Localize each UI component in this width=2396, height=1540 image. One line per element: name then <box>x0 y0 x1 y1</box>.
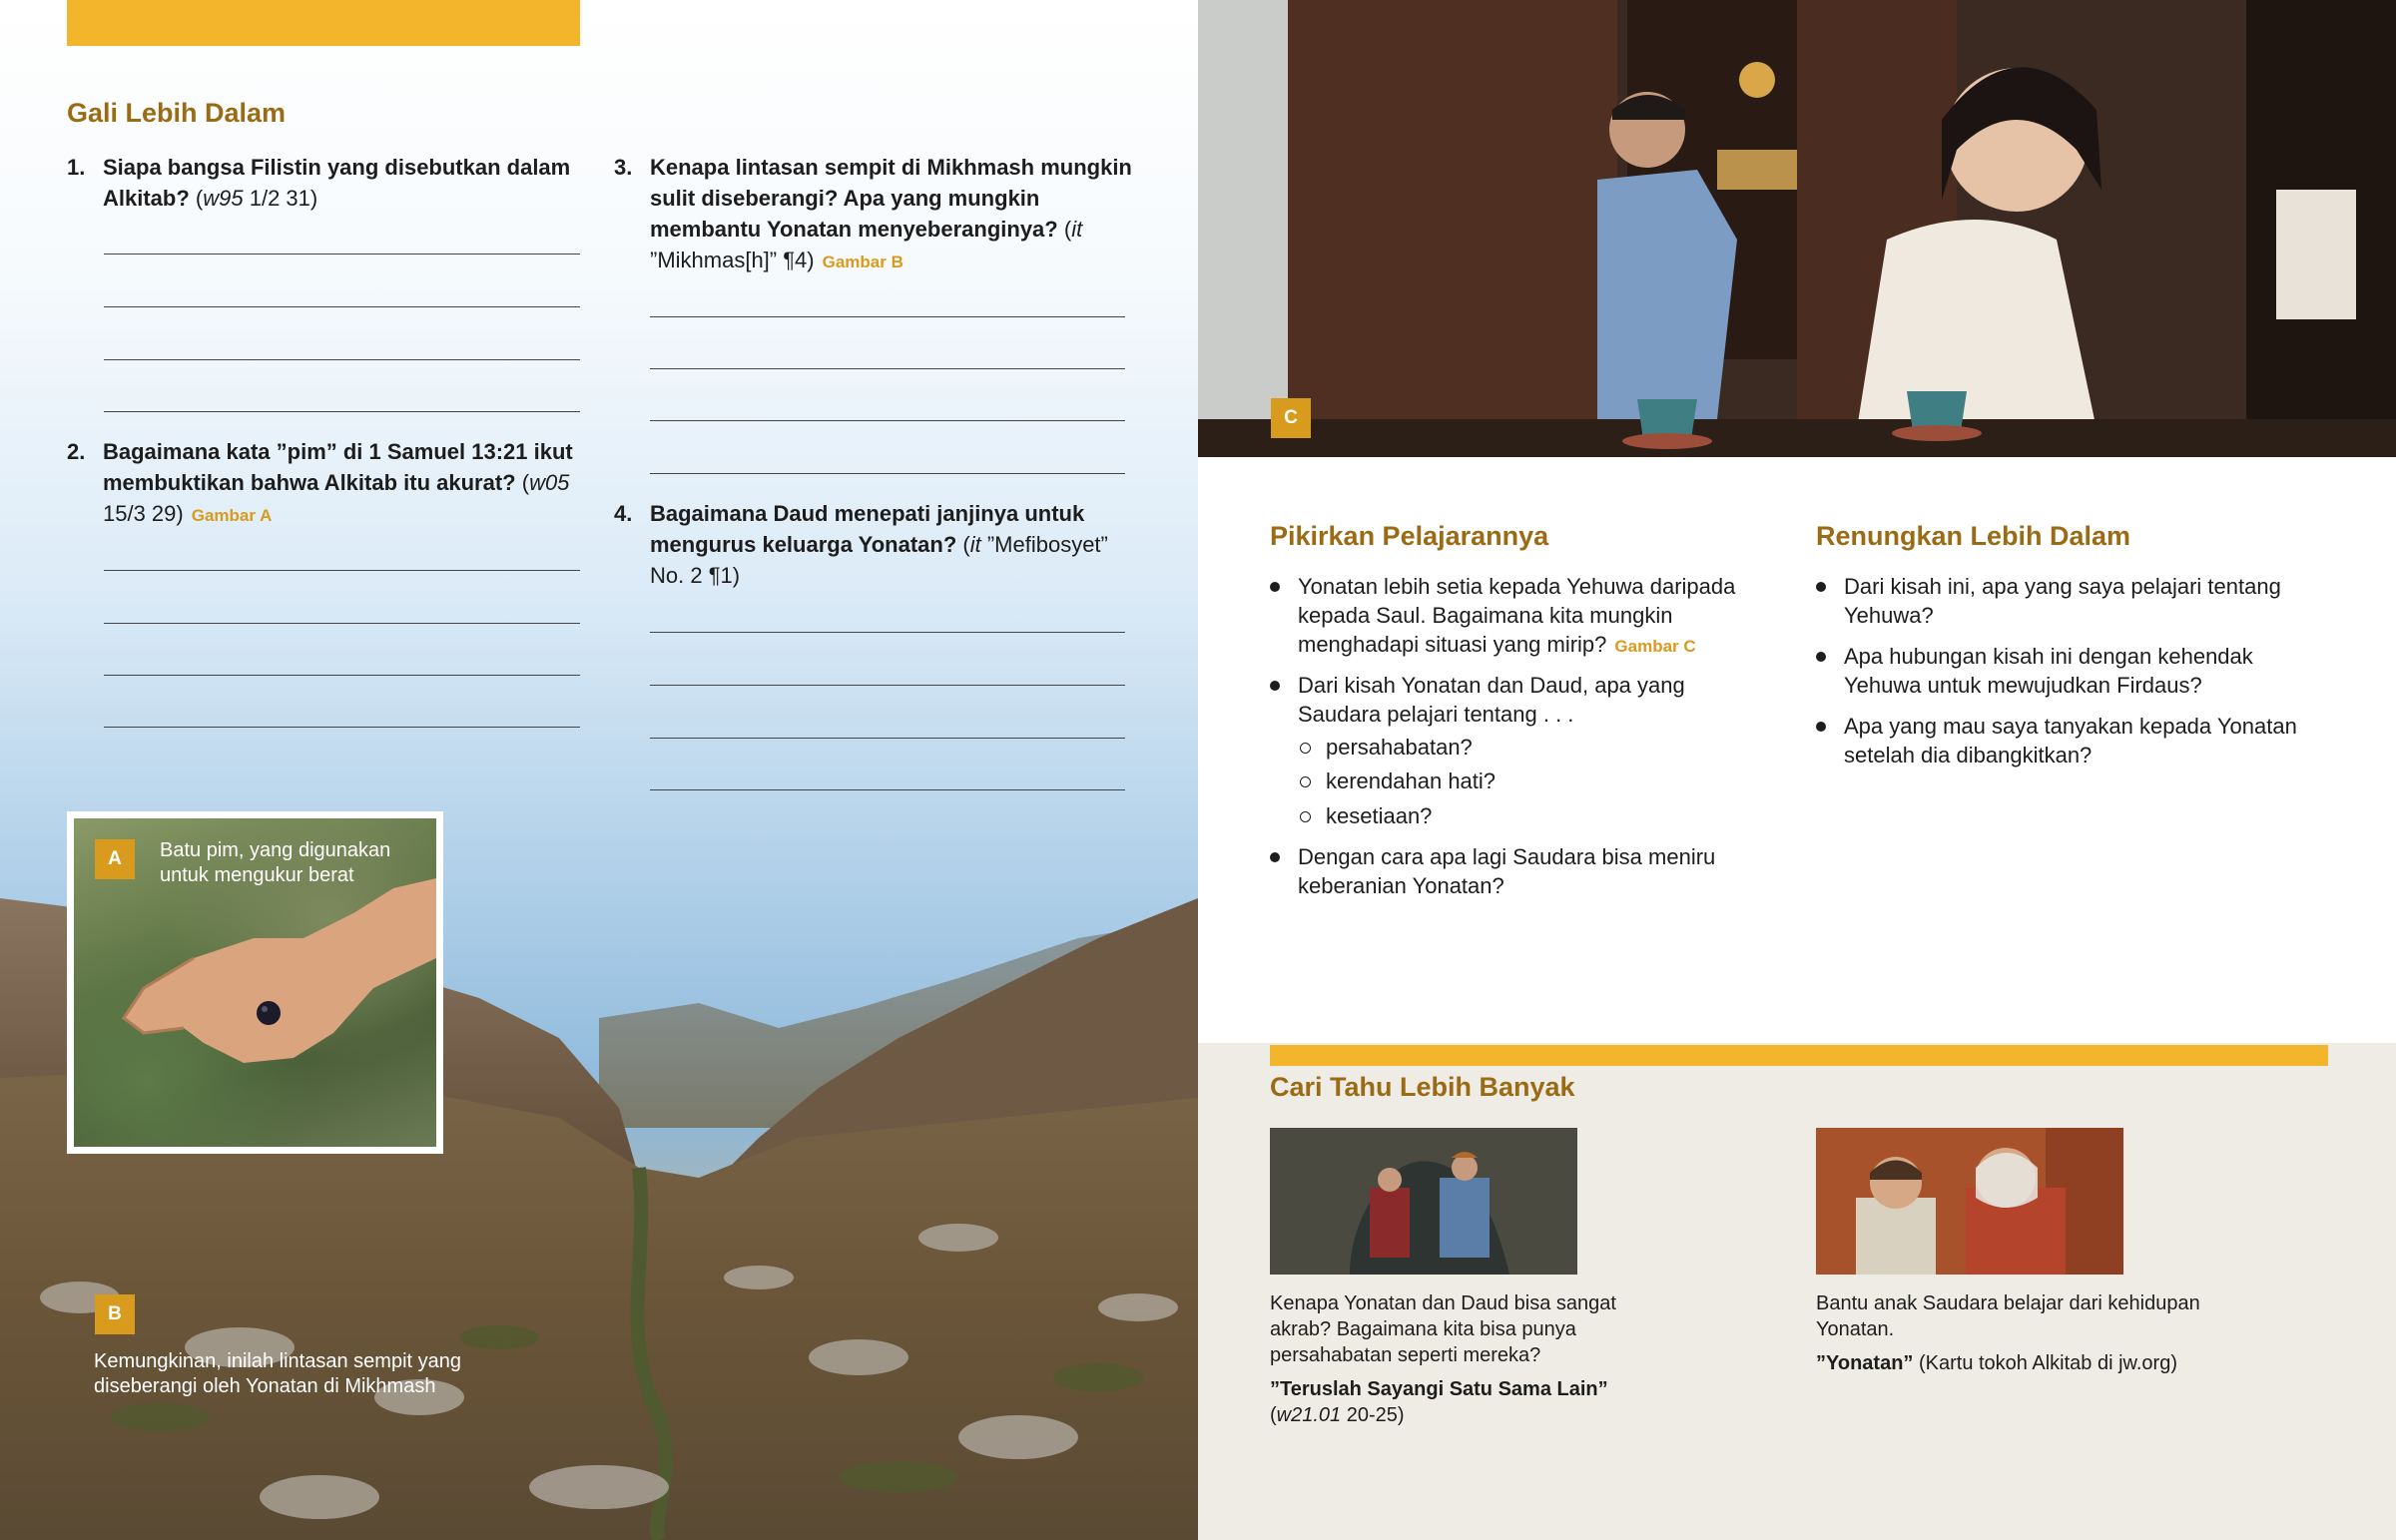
answer-line[interactable] <box>104 411 580 412</box>
list-item: Dari kisah Yonatan dan Daud, apa yang Saudara pelajari tentang . . . <box>1270 671 1769 729</box>
learn-more-right-title[interactable]: ”Yonatan” (Kartu tokoh Alkitab di jw.org) <box>1816 1352 2177 1374</box>
pim-stone-photo <box>67 811 443 1154</box>
photo-a-caption: Batu pim, yang digunakan untuk mengukur berat <box>160 839 391 886</box>
answer-line[interactable] <box>104 306 580 307</box>
sub-list-item: kesetiaan? <box>1298 801 1717 830</box>
answer-line[interactable] <box>104 359 580 360</box>
question-number: 2. <box>67 439 86 464</box>
question-reference: (it ”Mikhmas[h]” ¶4) <box>650 217 1083 272</box>
answer-line[interactable] <box>104 623 580 624</box>
list-item: Dari kisah ini, apa yang saya pelajari tentang Yehuwa? <box>1816 572 2335 630</box>
question-text: Kenapa lintasan sempit di Mikhmash mungkin sulit diseberangi? Apa yang mungkin membantu Yonatan menyeberanginya? <box>650 155 1132 242</box>
sub-list-item: persahabatan? <box>1298 733 1717 762</box>
right-page <box>1198 0 2396 1540</box>
photo-b-badge: B <box>95 1294 135 1334</box>
answer-line[interactable] <box>104 570 580 571</box>
answer-line[interactable] <box>650 738 1125 739</box>
sub-list-item: kerendahan hati? <box>1298 767 1717 795</box>
learn-more-left-title[interactable]: ”Teruslah Sayangi Satu Sama Lain” (w21.01 20-25) <box>1270 1378 1608 1426</box>
pikirkan-heading: Pikirkan Pelajarannya <box>1270 521 1549 551</box>
answer-line[interactable] <box>650 420 1125 421</box>
list-item: Apa yang mau saya tanyakan kepada Yonatan setelah dia dibangkitkan? <box>1816 712 2335 770</box>
learn-more-heading: Cari Tahu Lebih Banyak <box>1270 1072 1575 1102</box>
photo-b-caption: Kemungkinan, inilah lintasan sempit yang diseberangi oleh Yonatan di Mikhmash <box>94 1350 461 1397</box>
question-reference: (w95 1/2 31) <box>195 186 318 211</box>
couple-altar-photo <box>1198 0 2396 457</box>
gambar-label: Gambar A <box>191 506 273 525</box>
couple-scene-illustration <box>1198 0 2396 457</box>
question-number: 4. <box>614 501 633 526</box>
answer-line[interactable] <box>650 473 1125 474</box>
question-reference: (w05 15/3 29) <box>103 470 570 526</box>
list-item: Apa hubungan kisah ini dengan kehendak Yehuwa untuk mewujudkan Firdaus? <box>1816 642 2335 700</box>
question-text: Bagaimana kata ”pim” di 1 Samuel 13:21 ikut membuktikan bahwa Alkitab itu akurat? <box>103 439 573 495</box>
learn-more-accent-bar <box>1270 1045 2328 1066</box>
answer-line[interactable] <box>650 685 1125 686</box>
learn-more-right-text: Bantu anak Saudara belajar dari kehidupan Yonatan. <box>1816 1292 2200 1340</box>
question-text: Bagaimana Daud menepati janjinya untuk mengurus keluarga Yonatan? <box>650 501 1085 557</box>
answer-line[interactable] <box>650 316 1125 317</box>
jonathan-boy-illustration <box>1816 1128 2123 1275</box>
learn-more-left-text: Kenapa Yonatan dan Daud bisa sangat akrab? Bagaimana kita bisa punya persahabatan seperti mereka? <box>1270 1292 1616 1366</box>
cave-scene-illustration <box>1270 1128 1577 1275</box>
list-item: Dengan cara apa lagi Saudara bisa meniru keberanian Yonatan? <box>1270 842 1769 900</box>
jonathan-david-thumbnail[interactable] <box>1270 1128 1577 1275</box>
question-text: Siapa bangsa Filistin yang disebutkan dalam Alkitab? <box>103 155 571 211</box>
list-item: Yonatan lebih setia kepada Yehuwa daripada kepada Saul. Bagaimana kita mungkin menghadapi situasi yang mirip? Gambar C <box>1270 572 1769 661</box>
answer-line[interactable] <box>650 368 1125 369</box>
gambar-label: Gambar C <box>1614 637 1696 656</box>
learn-more-panel <box>1198 1043 2396 1540</box>
answer-line[interactable] <box>104 675 580 676</box>
answer-line[interactable] <box>104 727 580 728</box>
top-accent-bar <box>67 0 580 46</box>
yonatan-card-thumbnail[interactable] <box>1816 1128 2123 1275</box>
photo-c-badge: C <box>1271 398 1311 438</box>
renungkan-heading: Renungkan Lebih Dalam <box>1816 521 2131 551</box>
gambar-label: Gambar B <box>822 253 903 271</box>
photo-a-badge: A <box>95 839 135 879</box>
answer-line[interactable] <box>650 789 1125 790</box>
question-number: 1. <box>67 155 86 180</box>
answer-line[interactable] <box>650 632 1125 633</box>
question-reference: (it ”Mefibosyet” No. 2 ¶1) <box>650 532 1108 588</box>
answer-line[interactable] <box>104 254 580 255</box>
question-number: 3. <box>614 155 633 180</box>
gali-heading: Gali Lebih Dalam <box>67 98 287 128</box>
